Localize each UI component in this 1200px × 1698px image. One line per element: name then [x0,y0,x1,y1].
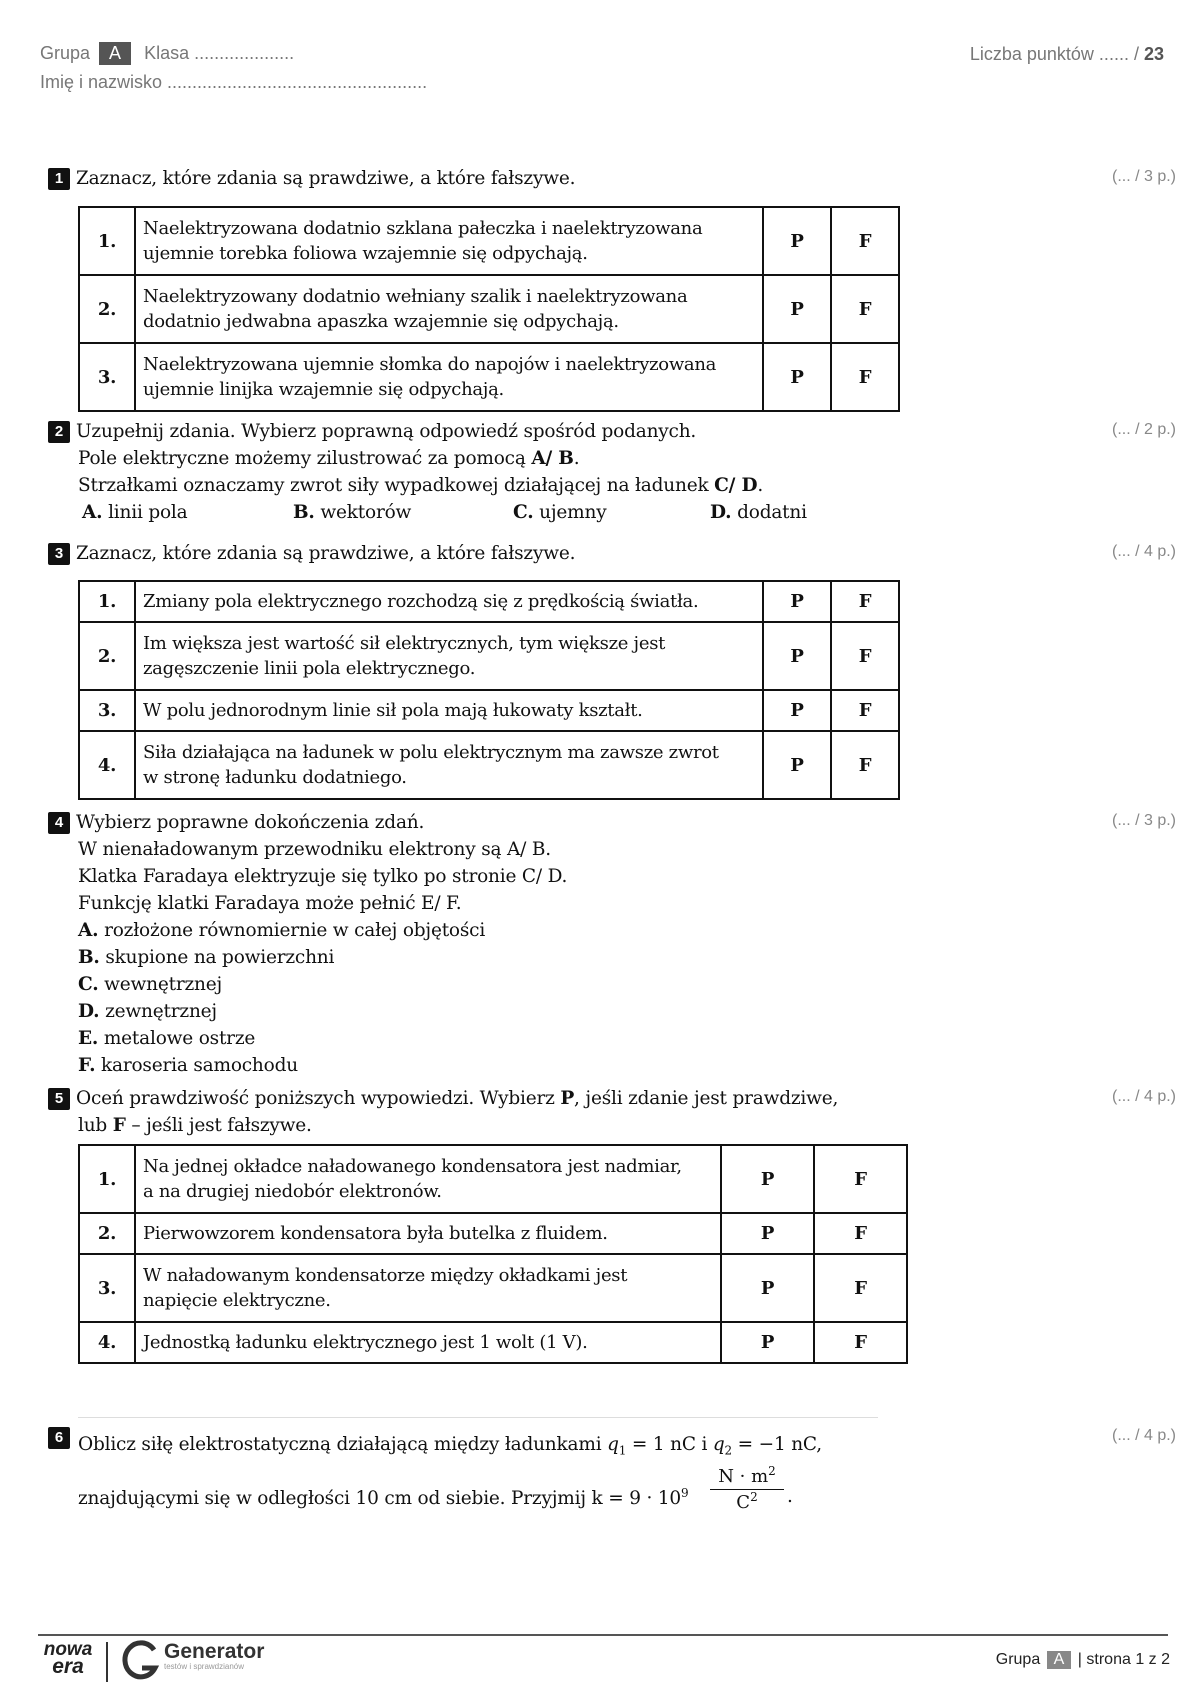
header-group-line [40,42,294,65]
task-number-3: 3 [48,543,70,565]
false-option[interactable]: F [831,731,899,799]
table-row [79,275,899,343]
row-number: 4. [79,1322,135,1363]
task-4-option-a[interactable]: A. rozłożone równomiernie w całej objętości [78,920,486,941]
row-number: 2. [79,275,135,343]
task-3-table [78,580,900,800]
generator-g-icon [122,1640,160,1682]
row-number: 1. [79,207,135,275]
nowa-era-logo: nowa era [43,1639,93,1678]
task-1-points: (... / 3 p.) [1111,168,1176,185]
true-option[interactable]: P [763,207,831,275]
table-row [79,622,899,690]
generator-logo: Generator testów i sprawdzianów [164,1640,265,1671]
task-5-instruction-line-2: lub F – jeśli jest fałszywe. [78,1115,312,1136]
task-6-points: (... / 4 p.) [1111,1427,1176,1444]
task-4-option-d[interactable]: D. zewnętrznej [78,1001,217,1022]
group-label: Grupa [40,43,91,63]
false-option[interactable]: F [831,690,899,731]
table-row [79,581,899,622]
true-option[interactable]: P [721,1254,814,1322]
statement: Naelektryzowana ujemnie słomka do napojów i naelektryzowana ujemnie linijka wzajemnie się odpychają. [135,343,763,411]
true-option[interactable]: P [763,343,831,411]
row-number: 3. [79,343,135,411]
task-4-option-f[interactable]: F. karoseria samochodu [78,1055,298,1076]
statement: Jednostką ładunku elektrycznego jest 1 wolt (1 V). [135,1322,721,1363]
statement: Zmiany pola elektrycznego rozchodzą się z prędkością światła. [135,581,763,622]
task-4-sentence-2: Klatka Faradaya elektryzuje się tylko po stronie C/ D. [78,866,568,887]
task-6-line-1: Oblicz siłę elektrostatyczną działającą między ładunkami $q_1 = 1$ nC i $q_2 = -1$ nC, [78,1434,822,1458]
task-2-instruction: Uzupełnij zdania. Wybierz poprawną odpowiedź spośród podanych. [76,421,697,442]
task-2-option-b[interactable]: B. wektorów [293,502,412,523]
footer-group-badge: A [1047,1651,1072,1669]
footer-rule [38,1634,1168,1636]
true-option[interactable]: P [763,581,831,622]
task-number-2: 2 [48,421,70,443]
statement: Naelektryzowana dodatnio szklana pałeczka i naelektryzowana ujemnie torebka foliowa wzajemnie się odpychają. [135,207,763,275]
statement: W naładowanym kondensatorze między okładkami jest napięcie elektryczne. [135,1254,721,1322]
true-option[interactable]: P [721,1213,814,1254]
table-row [79,1322,907,1363]
statement: Na jednej okładce naładowanego kondensatora jest nadmiar, a na drugiej niedobór elektronów. [135,1145,721,1213]
row-number: 4. [79,731,135,799]
statement: Siła działająca na ładunek w polu elektrycznym ma zawsze zwrot w stronę ładunku dodatniego. [135,731,763,799]
table-row [79,207,899,275]
false-option[interactable]: F [814,1213,907,1254]
statement: Naelektryzowany dodatnio wełniany szalik i naelektryzowana dodatnio jedwabna apaszka wzajemnie się odpychają. [135,275,763,343]
task-1-instruction: Zaznacz, które zdania są prawdziwe, a które fałszywe. [76,168,576,189]
true-option[interactable]: P [721,1145,814,1213]
task-2-sentence-2: Strzałkami oznaczamy zwrot siły wypadkowej działającej na ładunek C/ D. [78,475,764,496]
row-number: 1. [79,581,135,622]
group-badge: A [99,42,131,65]
row-number: 2. [79,622,135,690]
points-summary [970,44,1164,65]
name-field[interactable]: Imię i nazwisko .................................................... [40,72,428,92]
table-row [79,731,899,799]
choice-a-b[interactable]: A/ B [531,448,574,469]
task-2-points: (... / 2 p.) [1111,421,1176,438]
task-6-line-2: znajdującymi się w odległości 10 cm od siebie. Przyjmij $k = 9 \cdot 10^9$ [78,1486,689,1510]
statement: W polu jednorodnym linie sił pola mają łukowaty kształt. [135,690,763,731]
row-number: 2. [79,1213,135,1254]
task-number-6: 6 [48,1427,70,1449]
task-6-fraction [710,1464,784,1513]
true-option[interactable]: P [763,275,831,343]
false-option[interactable]: F [831,275,899,343]
task-number-5: 5 [48,1088,70,1110]
task-4-option-b[interactable]: B. skupione na powierzchni [78,947,335,968]
class-field[interactable]: Klasa .................... [144,43,295,63]
row-number: 3. [79,690,135,731]
task-4-points: (... / 3 p.) [1111,812,1176,829]
task-2-option-d[interactable]: D. dodatni [710,502,807,523]
fraction-numerator: $N \cdot m^2$ [710,1464,784,1490]
row-number: 1. [79,1145,135,1213]
task-4-sentence-1: W nienaładowanym przewodniku elektrony są A/ B. [78,839,551,860]
false-option[interactable]: F [814,1254,907,1322]
task-5-points: (... / 4 p.) [1111,1088,1176,1105]
true-option[interactable]: P [763,622,831,690]
task-5-instruction: Oceń prawdziwość poniższych wypowiedzi. Wybierz P, jeśli zdanie jest prawdziwe, [76,1088,839,1109]
task-4-option-c[interactable]: C. wewnętrznej [78,974,223,995]
task-3-instruction: Zaznacz, które zdania są prawdziwe, a które fałszywe. [76,543,576,564]
task-number-1: 1 [48,168,70,190]
task-4-instruction: Wybierz poprawne dokończenia zdań. [76,812,425,833]
false-option[interactable]: F [831,581,899,622]
task-5-table [78,1144,908,1364]
true-option[interactable]: P [763,731,831,799]
false-option[interactable]: F [831,207,899,275]
points-total: 23 [1143,44,1164,64]
table-row [79,1145,907,1213]
task-2-option-c[interactable]: C. ujemny [513,502,607,523]
true-option[interactable]: P [763,690,831,731]
table-row [79,1213,907,1254]
statement: Im większa jest wartość sił elektrycznych, tym większe jest zagęszczenie linii pola elektrycznego. [135,622,763,690]
task-2-sentence-1: Pole elektryczne możemy zilustrować za pomocą A/ B. [78,448,580,469]
statement: Pierwowzorem kondensatora była butelka z fluidem. [135,1213,721,1254]
task-3-points: (... / 4 p.) [1111,543,1176,560]
divider [78,1417,878,1418]
task-1-table [78,206,900,412]
points-label: Liczba punktów ...... / [969,44,1139,64]
table-row [79,343,899,411]
task-2-option-a[interactable]: A. linii pola [82,502,188,523]
false-option[interactable]: F [831,343,899,411]
true-option[interactable]: P [721,1322,814,1363]
logo-divider [106,1642,108,1682]
task-4-option-e[interactable]: E. metalowe ostrze [78,1028,256,1049]
choice-c-d[interactable]: C/ D [714,475,758,496]
task-4-sentence-3: Funkcję klatki Faradaya może pełnić E/ F. [78,893,462,914]
task-6-end: . [787,1486,793,1507]
false-option[interactable]: F [831,622,899,690]
fraction-denominator: $C^2$ [736,1490,758,1513]
page-info: Grupa A | strona 1 z 2 [995,1651,1170,1668]
task-number-4: 4 [48,812,70,834]
table-row [79,690,899,731]
false-option[interactable]: F [814,1322,907,1363]
false-option[interactable]: F [814,1145,907,1213]
table-row [79,1254,907,1322]
row-number: 3. [79,1254,135,1322]
